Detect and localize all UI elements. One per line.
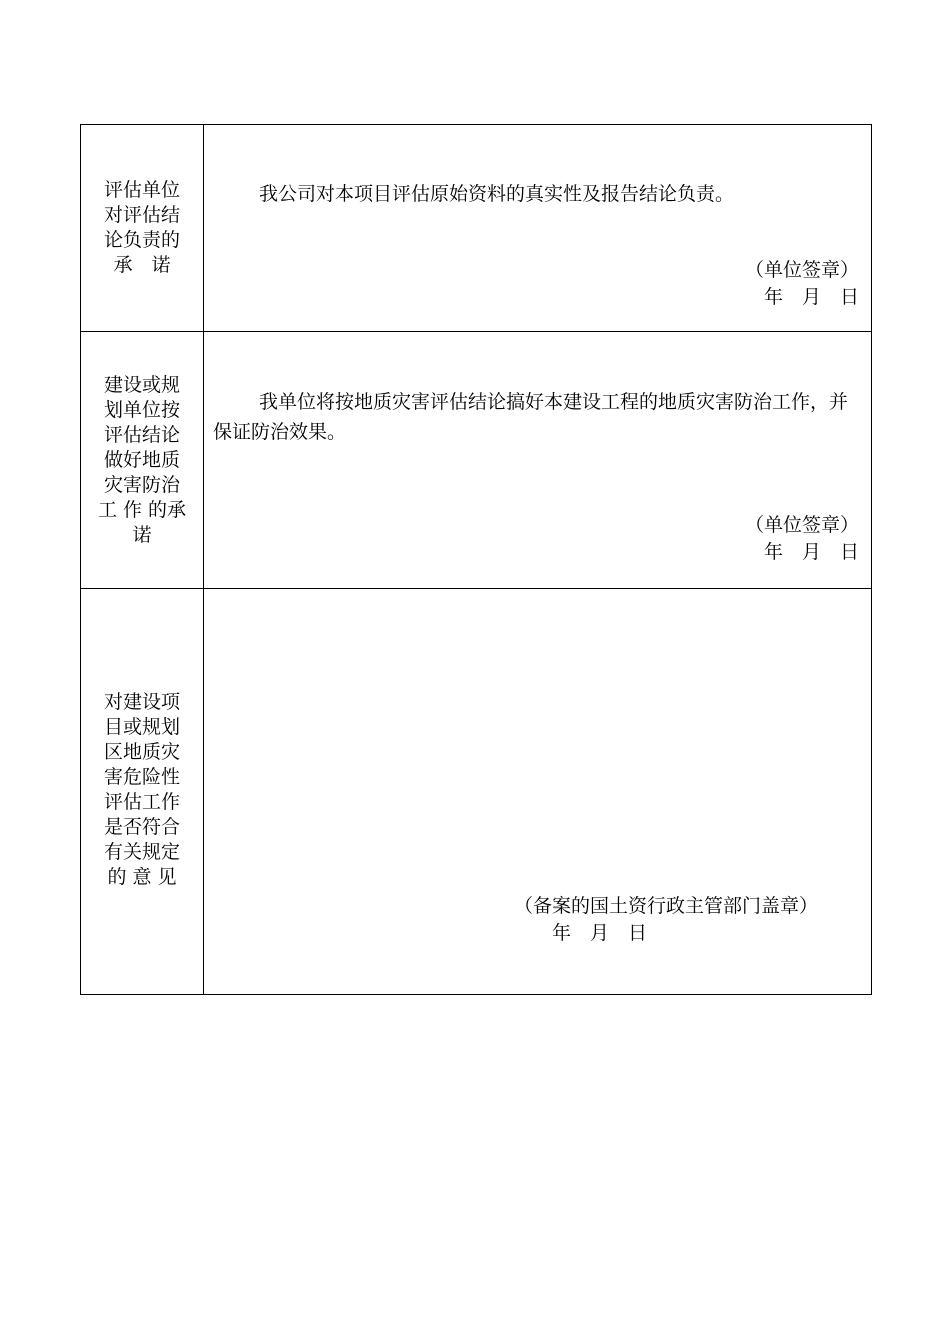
row-label-cell	[81, 332, 204, 589]
row-label-line: 承 诺	[113, 254, 171, 276]
row-label-line: 诺	[132, 524, 152, 546]
signature-block	[514, 893, 818, 947]
table-row-authority-opinion	[81, 589, 872, 995]
row-label-line: 工 作 的承	[97, 499, 187, 521]
row-label	[81, 373, 203, 548]
row-label	[81, 178, 203, 278]
row-label-line: 目或规划	[103, 716, 180, 738]
date-label: 年 月 日	[763, 286, 859, 308]
row-content-cell	[204, 125, 872, 332]
row-label-line: 害危险性	[103, 766, 180, 788]
row-content-cell	[204, 589, 872, 995]
row-label-line: 论负责的	[103, 229, 180, 251]
row-label-line: 做好地质	[103, 449, 180, 471]
row-content-cell	[204, 332, 872, 589]
row-label-cell	[81, 589, 204, 995]
row-label-line: 是否符合	[103, 816, 180, 838]
row-label-cell	[81, 125, 204, 332]
commitment-statement: 我单位将按地质灾害评估结论搞好本建设工程的地质灾害防治工作，并保证防治效果。	[213, 391, 849, 443]
table-row-builder-commitment	[81, 332, 872, 589]
signature-block	[745, 512, 859, 566]
row-label-line: 的 意 见	[107, 866, 177, 888]
date-label: 年 月 日	[763, 541, 859, 563]
row-label-line: 评估工作	[103, 791, 180, 813]
row-label-line: 评估单位	[103, 179, 180, 201]
commitment-statement: 我公司对本项目评估原始资料的真实性及报告结论负责。	[259, 183, 735, 205]
row-label-line: 对评估结	[103, 204, 180, 226]
seal-label: （备案的国土资行政主管部门盖章）	[514, 895, 819, 917]
row-label	[81, 690, 203, 890]
row-label-line: 对建设项	[103, 691, 180, 713]
signature-block	[745, 257, 859, 311]
row-label-line: 划单位按	[103, 399, 180, 421]
filing-form-table	[80, 124, 872, 995]
row-label-line: 区地质灾	[103, 741, 180, 763]
seal-label: （单位签章）	[744, 259, 859, 281]
row-label-line: 灾害防治	[103, 474, 180, 496]
row-label-line: 评估结论	[103, 424, 180, 446]
row-label-line: 有关规定	[103, 841, 180, 863]
date-label: 年 月 日	[552, 922, 648, 944]
table-row-assessor-commitment	[81, 125, 872, 332]
row-label-line: 建设或规	[103, 374, 180, 396]
seal-label: （单位签章）	[744, 514, 859, 536]
